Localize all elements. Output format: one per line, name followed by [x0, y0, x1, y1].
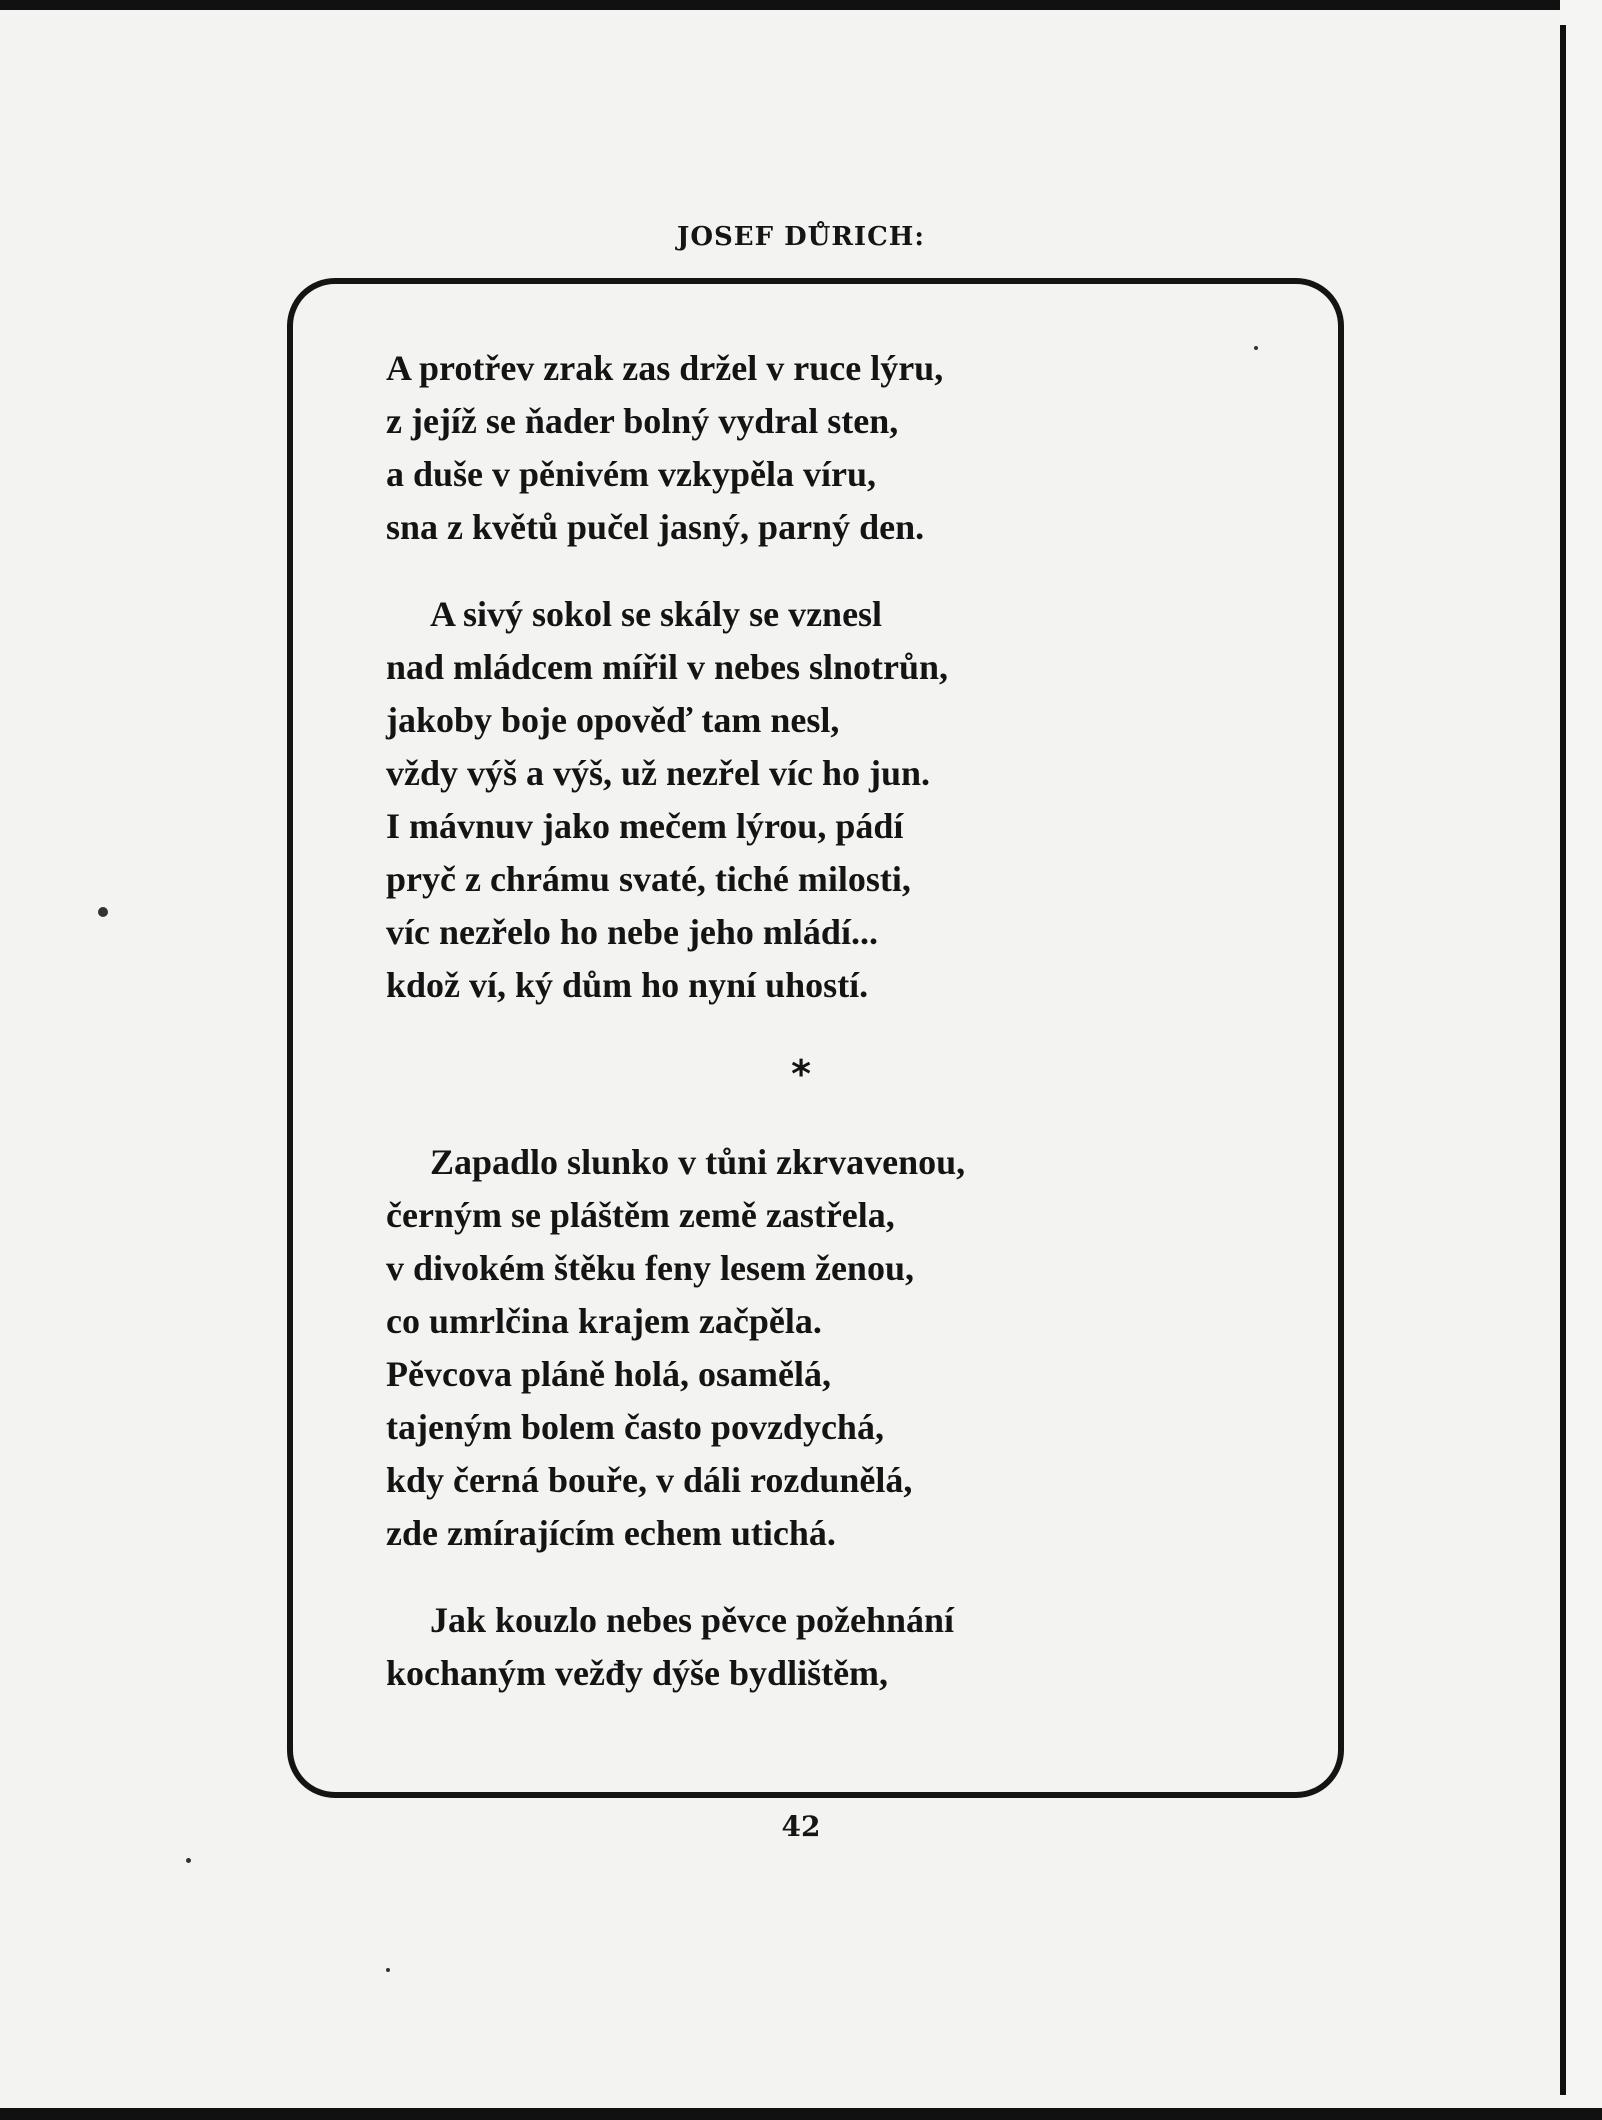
verse-line: v divokém štěku feny lesem ženou,: [386, 1248, 914, 1288]
print-speck: [1254, 346, 1258, 350]
scan-bottom-edge: [0, 2108, 1602, 2120]
verse-line: černým se pláštěm země zastřela,: [386, 1195, 895, 1235]
verse-line: sna z květů pučel jasný, parný den.: [386, 507, 925, 547]
verse-line: A sivý sokol se skály se vznesl: [430, 594, 883, 634]
verse-line: Zapadlo slunko v tůni zkrvavenou,: [430, 1142, 966, 1182]
print-speck: [186, 1858, 191, 1863]
verse-line: A protřev zrak zas držel v ruce lýru,: [386, 348, 944, 388]
verse-line: pryč z chrámu svaté, tiché milosti,: [386, 859, 911, 899]
verse-line: jakoby boje opověď tam nesl,: [386, 700, 840, 740]
section-separator: *: [791, 1052, 811, 1096]
verse-line: z jejíž se ňader bolný vydral sten,: [386, 401, 899, 441]
verse-line: a duše v pěnivém vzkypěla víru,: [386, 454, 877, 494]
running-head: JOSEF DŮRICH:: [677, 222, 925, 252]
verse-line: kochaným vežđy dýše bydlištěm,: [386, 1653, 889, 1693]
stanza-3: [386, 1136, 1186, 1560]
verse-line: víc nezřelo ho nebe jeho mládí...: [386, 912, 878, 952]
stanza-4: [386, 1594, 1186, 1700]
verse-line: kdož ví, ký dům ho nyní uhostí.: [386, 965, 869, 1005]
print-speck: [386, 1968, 390, 1972]
scan-top-edge: [0, 0, 1602, 10]
stanza-2: [386, 588, 1186, 1012]
print-speck: [98, 907, 108, 917]
verse-line: co umrlčina krajem začpěla.: [386, 1301, 822, 1341]
page-number: 42: [781, 1810, 821, 1843]
verse-line: tajeným bolem často povzdychá,: [386, 1407, 884, 1447]
verse-line: Pěvcova pláně holá, osamělá,: [386, 1354, 831, 1394]
verse-line: kdy černá bouře, v dáli rozdunělá,: [386, 1460, 913, 1500]
verse-line: vždy výš a výš, už nezřel víc ho jun.: [386, 753, 930, 793]
poem-section-1: [386, 342, 1186, 1046]
stanza-1: [386, 342, 1186, 554]
verse-line: Jak kouzlo nebes pěvce požehnání: [430, 1600, 955, 1640]
poem-section-2: [386, 1136, 1186, 1734]
verse-line: nad mládcem mířil v nebes slnotrůn,: [386, 647, 949, 687]
verse-line: I mávnuv jako mečem lýrou, pádí: [386, 806, 904, 846]
verse-line: zde zmírajícím echem utichá.: [386, 1513, 836, 1553]
